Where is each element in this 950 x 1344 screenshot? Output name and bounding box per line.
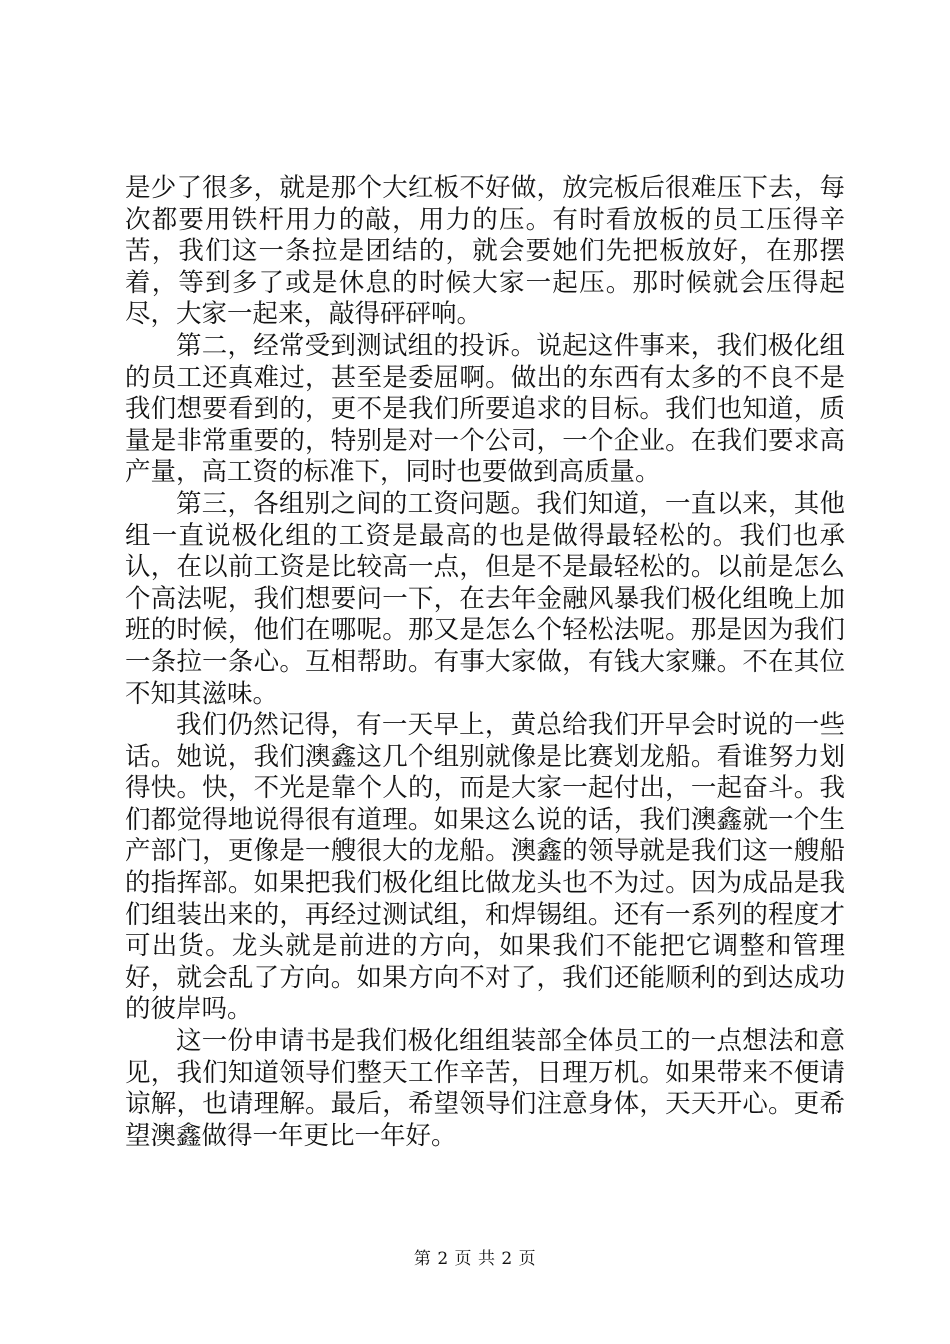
paragraph-third-point: 第三，各组别之间的工资问题。我们知道，一直以来，其他组一直说极化组的工资是最高的也是做得最轻松的。我们也承认，在以前工资是比较高一点，但是不是最轻松的。以前是怎么个高法呢，我们想要问一下，在去年金融风暴我们极化组晚上加班的时候，他们在哪呢。那又是怎么个轻松法呢。那是因为我们一条拉一条心。互相帮助。有事大家做，有钱大家赚。不在其位不知其滋味。 bbox=[125, 488, 845, 709]
page-number-footer: 第 2 页 共 2 页 bbox=[413, 1249, 537, 1269]
paragraph-continuation: 是少了很多，就是那个大红板不好做，放完板后很难压下去，每次都要用铁杆用力的敲，用力的压。有时看放板的员工压得辛苦，我们这一条拉是团结的，就会要她们先把板放好，在那摆着，等到多了或是休息的时候大家一起压。那时候就会压得起尽，大家一起来，敲得砰砰响。 bbox=[125, 173, 845, 330]
document-body bbox=[125, 173, 845, 1152]
paragraph-closing: 这一份申请书是我们极化组组装部全体员工的一点想法和意见，我们知道领导们整天工作辛苦，日理万机。如果带来不便请谅解，也请理解。最后，希望领导们注意身体，天天开心。更希望澳鑫做得一年更比一年好。 bbox=[125, 1026, 845, 1151]
paragraph-second-point: 第二，经常受到测试组的投诉。说起这件事来，我们极化组的员工还真难过，甚至是委屈啊。做出的东西有太多的不良不是我们想要看到的，更不是我们所要追求的目标。我们也知道，质量是非常重要的，特别是对一个公司，一个企业。在我们要求高产量，高工资的标准下，同时也要做到高质量。 bbox=[125, 330, 845, 488]
paragraph-dragon-boat: 我们仍然记得，有一天早上，黄总给我们开早会时说的一些话。她说，我们澳鑫这几个组别就像是比赛划龙船。看谁努力划得快。快，不光是靠个人的，而是大家一起付出，一起奋斗。我们都觉得地说得很有道理。如果这么说的话，我们澳鑫就一个生产部门，更像是一艘很大的龙船。澳鑫的领导就是我们这一艘船的指挥部。如果把我们极化组比做龙头也不为过。因为成品是我们组装出来的，再经过测试组，和焊锡组。还有一系列的程度才可出货。龙头就是前进的方向，如果我们不能把它调整和管理好，就会乱了方向。如果方向不对了，我们还能顺利的到达成功的彼岸吗。 bbox=[125, 710, 845, 1025]
